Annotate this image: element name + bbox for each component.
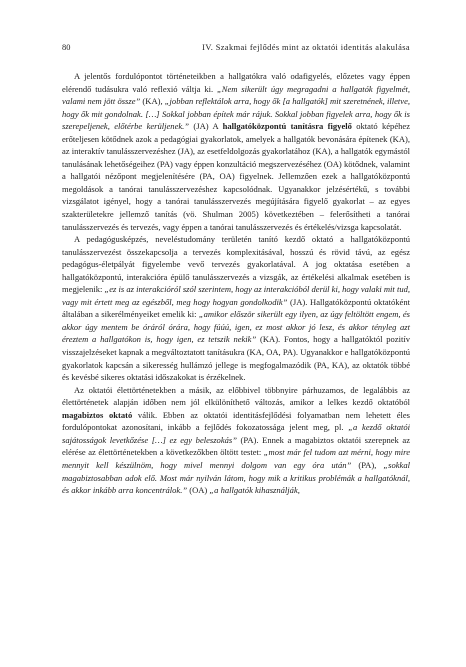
text-run: Az oktatói élettörténetekben a másik, az előbbivel többnyire párhuzamos, de legalábbis az élettörténetek alapján időben nem jól elkülöníthető változás, amikor a lelkes kezdő oktatóból <box>62 384 410 408</box>
quotation-text: „sokkal magabiztosabban adok elő. Most már nyilván látom, hogy mik a kritikus problémák a hallgatóknál, és akkor inkább arra koncentrálok.” <box>62 459 410 496</box>
body-text <box>62 70 410 497</box>
page-number: 80 <box>62 43 71 52</box>
text-run: (KA), <box>140 96 165 107</box>
text-run: oktató képéhez erőteljesen kötődnek azok a pedagógiai gyakorlatok, amelyek a hallgatók bevonására építenek (KA), az interaktív tanulásszervezéshez (JA), az esetfeldolgozás gyakorlatához (KA), a hallgatók egymástól tanulásának lehetőségeihez (PA) vagy éppen konzultáció megszervezéséhez (OA) kötődnek, valamint a hallgatói nézőpont megjelenítésére (PA, OA) figyelnek. Jellemzően ezek a hallgatóközpontú megoldások a tanórai tanulásszervezéshez kapcsolódnak. Ugyanakkor jelzésértékű, s további vizsgálatot igényel, hogy a tanórai tanulásszervezés megújítására figyelő gyakorlat – az egyes szakterületekre jellemző tanítás (vö. Shulman 2005) következtében – felerősítheti a tanórai tanulásszervezés és tervezés, vagy éppen a tanórai tanulásszervezés és értékelés/vizsga kapcsolatát. <box>62 121 410 232</box>
quotation-text: „Nem sikerült úgy megragadni a hallgatók figyelmét, valami nem jött össze” <box>62 83 411 107</box>
text-run: válik. Ebben az oktatói identitásfejlődési folyamatban nem lehetett éles fordulópontokat azonosítani, inkább a fejlődés fokozatossága jelent meg, pl. <box>62 409 410 433</box>
paragraph <box>62 233 410 384</box>
text-run: A jelentős fordulópontot történeteikben a hallgatókra való odafigyelés, előzetes vagy éppen elérendő tudásukra való reflexió váltja ki. <box>62 71 410 94</box>
text-run: (JA). Hallgatóközpontú oktatóként általában a sikerélményeiket emelik ki: <box>62 296 410 320</box>
quotation-text: „a kezdő oktatói sajátosságok levetkőzése […] ez egy beleszokás” <box>62 422 411 445</box>
quotation-text: „jobban reflektálok arra, hogy ők [a hallgatók] mit szeretnének, illetve, hogy ők mit gondolnak. […] Sokkal jobban építek már rájuk. Sokkal jobban figyelek arra, hogy ők is szerepeljenek, előtérbe kerüljenek.” <box>62 96 411 132</box>
emphasis-text: hallgatóközpontú tanításra figyelő <box>222 121 352 132</box>
text-run: A pedagógusképzés, neveléstudomány területén tanító kezdő oktató a hallgatóközpontú tanulásszervezést összekapcsolja a tervezés komplexitásával, hosszú és rövid távú, az egész pedagógus-életpályát figyelembe vevő tervezés gyakorlatával. A jog oktatása esetében a hallgatóközpontú, interakcióra épülő tanulásszervezés a vizsgák, az értékelési alkalmak esetében is megjelenik: <box>62 234 410 295</box>
chapter-title: IV. Szakmai fejlődés mint az oktatói identitás alakulása <box>202 43 410 52</box>
text-run: (JA) A <box>189 121 223 132</box>
emphasis-text: magabiztos oktató <box>62 409 133 420</box>
quotation-text: „a hallgatók kihasználják, <box>209 485 300 496</box>
paragraph <box>62 384 410 497</box>
running-header <box>62 42 410 54</box>
paragraph <box>62 70 410 233</box>
text-run: (OA) <box>187 485 210 496</box>
quotation-text: „most már fel tudom azt mérni, hogy mire mennyit kell készülnöm, hogy mivel mennyi dolgom van egy óra után” <box>62 447 410 470</box>
text-run: (KA). Fontos, hogy a hallgatóktól pozitív visszajelzéseket kapnak a megváltoztatott tanításukra (KA, OA, PA). Ugyanakkor e hallgatóközpontú gyakorlatok kapcsán a sikeresség hullámzó jellege is megfogalmazódik (PA, KA), az oktatók többé és kevésbé sikeres oktatási időszakokat is érzékelnek. <box>62 334 410 383</box>
quotation-text: „ez is az interakcióról szól szerintem, hogy az interakcióból derül ki, hogy valaki mit tud, vagy mit értett meg az egészből, meg hogy hogyan gondolkodik” <box>62 284 411 307</box>
text-run: (PA), <box>351 459 384 470</box>
text-run: (PA). Ennek a magabiztos oktatói szerepnek az elérése az élettörténetekben a következőkben öltött testet: <box>62 434 410 458</box>
quotation-text: „amikor először sikerült egy ilyen, az úgy feltöltött engem, és akkor úgy mentem be óráról órára, hogy fúúú, igen, ez most akkor jó lesz, és akkor tényleg azt éreztem a hallgatókon is, hogy igen, ez tetszik nekik” <box>62 309 410 345</box>
